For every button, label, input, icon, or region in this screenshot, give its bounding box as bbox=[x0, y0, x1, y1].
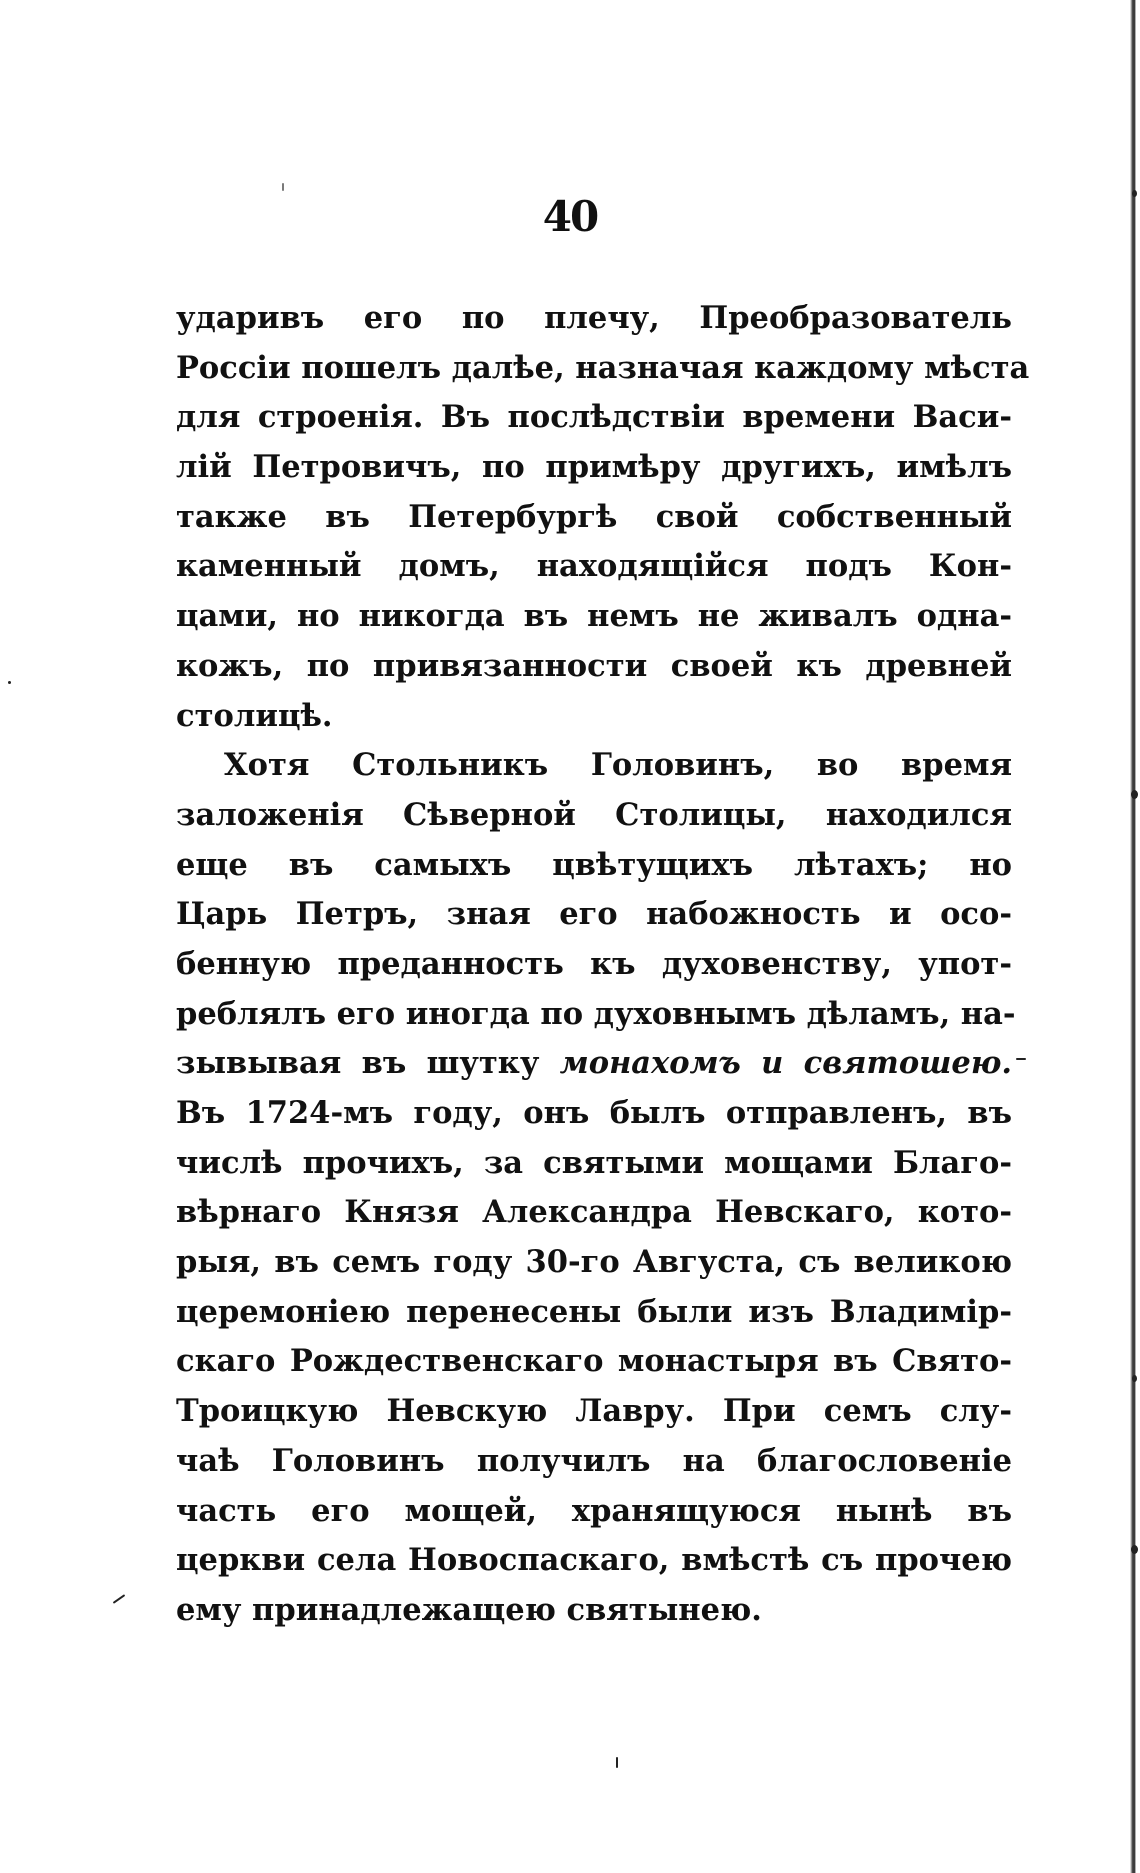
text-line: часть его мощей, хранящуюся нынѣ въ bbox=[176, 1492, 1012, 1529]
text-line: еще въ самыхъ цвѣтущихъ лѣтахъ; но bbox=[176, 846, 1012, 883]
scan-speck bbox=[616, 1757, 618, 1768]
text-line: Царь Петръ, зная его набожность и осо- bbox=[176, 896, 1012, 933]
text-line: числѣ прочихъ, за святыми мощами Благо- bbox=[176, 1144, 1012, 1181]
text-line: рыя, въ семъ году 30-го Августа, съ великою bbox=[176, 1244, 1012, 1281]
italic-phrase: монахомъ и святошею. bbox=[559, 1045, 1013, 1082]
text-segment: зывывая въ шутку bbox=[176, 1045, 560, 1082]
text-line: каменный домъ, находящійся подъ Кон- bbox=[176, 548, 1012, 585]
text-line: Въ 1724-мъ году, онъ былъ отправленъ, въ bbox=[176, 1095, 1012, 1131]
scan-speck bbox=[8, 681, 11, 684]
text-line: скаго Рождественскаго монастыря въ Свято- bbox=[176, 1343, 1012, 1380]
text-line: столицѣ. bbox=[176, 697, 333, 734]
text-line-with-italic bbox=[176, 1039, 1012, 1089]
scan-speck bbox=[282, 183, 284, 191]
scan-speck bbox=[113, 1594, 126, 1604]
text-line: чаѣ Головинъ получилъ на благословеніе bbox=[176, 1442, 1012, 1479]
text-line: для строенія. Въ послѣдствіи времени Васи- bbox=[176, 399, 1012, 436]
text-line: также въ Петербургѣ свой собственный bbox=[176, 498, 1012, 535]
text-line: цами, но никогда въ немъ не живалъ одна- bbox=[176, 598, 1012, 635]
scan-speck bbox=[1132, 190, 1137, 197]
text-line: вѣрнаго Князя Александра Невскаго, кото- bbox=[176, 1194, 1012, 1231]
scan-speck bbox=[1016, 1058, 1026, 1060]
text-line: Троицкую Невскую Лавру. При семъ слу- bbox=[176, 1393, 1012, 1430]
scan-speck bbox=[1131, 790, 1138, 799]
scan-speck bbox=[1131, 1545, 1138, 1554]
text-line: ударивъ его по плечу, Преобразователь bbox=[176, 300, 1012, 336]
text-line: лій Петровичъ, по примѣру другихъ, имѣлъ bbox=[176, 449, 1012, 486]
text-line: бенную преданность къ духовенству, упот- bbox=[176, 945, 1012, 982]
body-text bbox=[176, 294, 1030, 1636]
text-line: Россіи пошелъ далѣе, назначая каждому мѣста bbox=[176, 349, 1030, 386]
text-line: реблялъ его иногда по духовнымъ дѣламъ, на- bbox=[176, 995, 1016, 1032]
page-number: 40 bbox=[542, 192, 598, 241]
page-edge-shadow bbox=[1130, 0, 1136, 1873]
scan-speck bbox=[1132, 1375, 1137, 1382]
text-line: церкви села Новоспаскаго, вмѣстѣ съ прочею bbox=[176, 1542, 1012, 1579]
text-line: заложенія Сѣверной Столицы, находился bbox=[176, 796, 1012, 833]
text-line: Хотя Стольникъ Головинъ, во время bbox=[224, 747, 1012, 784]
text-line: церемоніею перенесены были изъ Владимір- bbox=[176, 1293, 1012, 1330]
text-line: ему принадлежащею святынею. bbox=[176, 1591, 762, 1628]
text-line: кожъ, по привязанности своей къ древней bbox=[176, 647, 1012, 684]
